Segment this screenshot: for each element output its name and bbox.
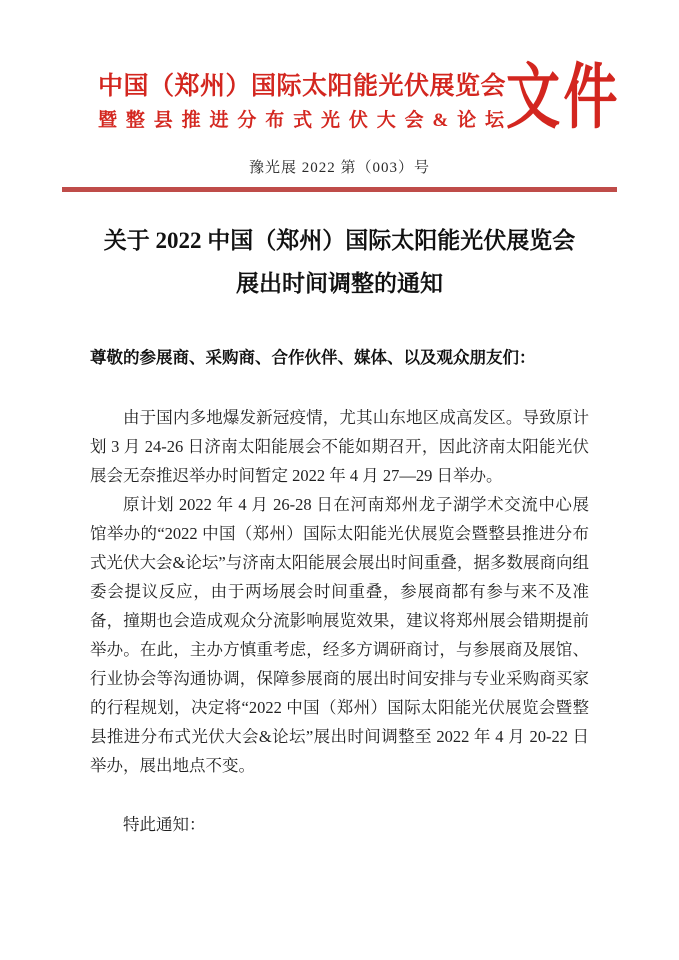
body-paragraph-2: 原计划 2022 年 4 月 26-28 日在河南郑州龙子湖学术交流中心展馆举办的“2022 中国（郑州）国际太阳能光伏展览会暨整县推进分布式光伏大会&论坛”与济南太阳能展会展出时间重叠，据多数展商向组委会提议反应，由于两场展会时间重叠，参展商都有参与来不及准备，撞期也会造成观众分流影响展览效果，建议将郑州展会错期提前举办。在此，主办方慎重考虑，经多方调研商讨，与参展商及展馆、行业协会等沟通协调，保障参展商的展出时间安排与专业采购商买家的行程规划，决定将“2022 中国（郑州）国际太阳能光伏展览会暨整县推进分布式光伏大会&论坛”展出时间调整至 2022 年 4 月 20-22 日举办，展出地点不变。 <box>90 495 589 775</box>
organization-name: 中国（郑州）国际太阳能光伏展览会 <box>98 73 507 100</box>
red-divider-line <box>62 187 617 192</box>
title-line-2: 展出时间调整的通知 <box>236 271 443 296</box>
document-type-label: 文件 <box>506 59 621 138</box>
letterhead-text-block <box>98 66 507 132</box>
letterhead <box>0 0 679 138</box>
document-number: 豫光展 2022 第（003）号 <box>248 160 430 176</box>
organization-subtitle: 暨整县推进分布式光伏大会&论坛 <box>98 110 504 131</box>
body-paragraph-1: 由于国内多地爆发新冠疫情，尤其山东地区成高发区。导致原计划 3 月 24-26 日济南太阳能展会不能如期召开，因此济南太阳能光伏展会无奈推迟举办时间暂定 2022 年 4 月 27—29 日举办。 <box>90 408 589 485</box>
document-title <box>0 219 679 305</box>
salutation: 尊敬的参展商、采购商、合作伙伴、媒体、以及观众朋友们： <box>90 348 536 367</box>
closing-note: 特此通知： <box>123 815 206 834</box>
title-line-1: 关于 2022 中国（郑州）国际太阳能光伏展览会 <box>103 228 576 253</box>
